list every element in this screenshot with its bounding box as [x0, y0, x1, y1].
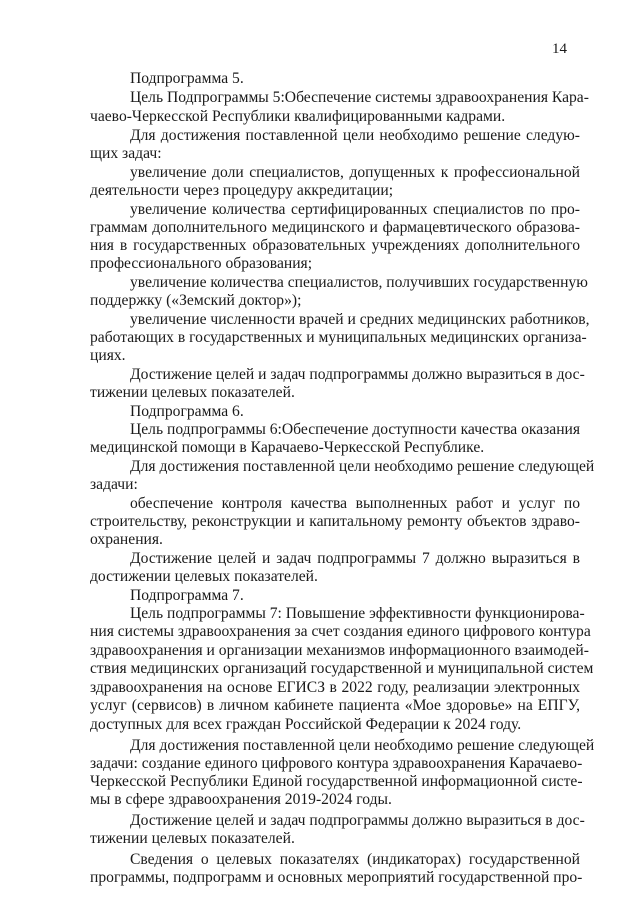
text-line: Цель подпрограммы 6:Обеспечение доступности качества оказания	[130, 421, 581, 438]
text-line: программы, подпрограмм и основных мероприятий государственной про-	[90, 869, 583, 886]
text-line: мы в сфере здравоохранения 2019-2024 годы.	[90, 791, 392, 808]
text-line: граммам дополнительного медицинского и фармацевтического образова-	[90, 219, 580, 236]
text-line: деятельности через процедуру аккредитации;	[90, 182, 394, 199]
text-line: щих задач:	[90, 145, 162, 162]
text-line: Достижение целей и задач подпрограммы должно выразиться в дос-	[130, 366, 585, 383]
heading-subprogram-7: Подпрограмма 7.	[130, 587, 244, 604]
text-line: Достижение целей и задач подпрограммы должно выразиться в дос-	[130, 812, 585, 829]
text-line: медицинской помощи в Карачаево-Черкесской Республике.	[90, 439, 485, 456]
heading-subprogram-5: Подпрограмма 5.	[130, 70, 244, 87]
text-line: Для достижения поставленной цели необходимо решение следую-	[130, 127, 580, 144]
text-line: циях.	[90, 347, 126, 364]
text-line: ния в государственных образовательных учреждениях дополнительного	[90, 237, 580, 254]
text-line: ния системы здравоохранения за счет создания единого цифрового контура	[90, 623, 591, 640]
text-line: тижении целевых показателей.	[90, 384, 295, 401]
text-line: чаево-Черкесской Республики квалифицированными кадрами.	[90, 108, 506, 125]
text-line: обеспечение контроля качества выполненных работ и услуг по	[130, 495, 580, 512]
text-line: Достижение целей и задач подпрограммы 7 должно выразиться в	[130, 550, 580, 567]
text-line: Для достижения поставленной цели необходимо решение следующей	[130, 737, 595, 754]
text-line: здравоохранения на основе ЕГИСЗ в 2022 году, реализации электронных	[90, 679, 580, 696]
page-number: 14	[552, 41, 567, 57]
text-line: Черкесской Республики Единой государственной информационной систе-	[90, 773, 583, 790]
text-line: здравоохранения и организации механизмов информационного взаимодей-	[90, 642, 589, 659]
text-line: Цель подпрограммы 7: Повышение эффективности функционирова-	[130, 605, 585, 622]
text-line: строительству, реконструкции и капитальному ремонту объектов здраво-	[90, 513, 580, 530]
text-line: профессионального образования;	[90, 255, 313, 272]
heading-subprogram-6: Подпрограмма 6.	[130, 403, 244, 420]
text-line: Цель Подпрограммы 5:Обеспечение системы здравоохранения Кара-	[130, 89, 589, 106]
text-line: охранения.	[90, 531, 163, 548]
text-line: тижении целевых показателей.	[90, 830, 295, 847]
text-line: Сведения о целевых показателях (индикаторах) государственной	[130, 851, 580, 868]
text-line: достижении целевых показателей.	[90, 568, 318, 585]
text-line: увеличение численности врачей и средних медицинских работников,	[130, 311, 590, 328]
text-line: поддержку («Земский доктор»);	[90, 292, 302, 309]
text-line: увеличение количества сертифицированных специалистов по про-	[130, 201, 580, 218]
text-line: увеличение количества специалистов, получивших государственную	[130, 274, 588, 291]
text-line: увеличение доли специалистов, допущенных к профессиональной	[130, 164, 580, 181]
text-line: доступных для всех граждан Российской Федерации к 2024 году.	[90, 716, 522, 733]
text-line: услуг (сервисов) в личном кабинете пациента «Мое здоровье» на ЕПГУ,	[90, 697, 580, 714]
text-line: задачи:	[90, 476, 138, 493]
text-line: Для достижения поставленной цели необходимо решение следующей	[130, 458, 595, 475]
text-line: задачи: создание единого цифрового контура здравоохранения Карачаево-	[90, 755, 583, 772]
text-line: работающих в государственных и муниципальных медицинских организа-	[90, 329, 587, 346]
text-line: ствия медицинских организаций государственной и муниципальной систем	[90, 660, 594, 677]
